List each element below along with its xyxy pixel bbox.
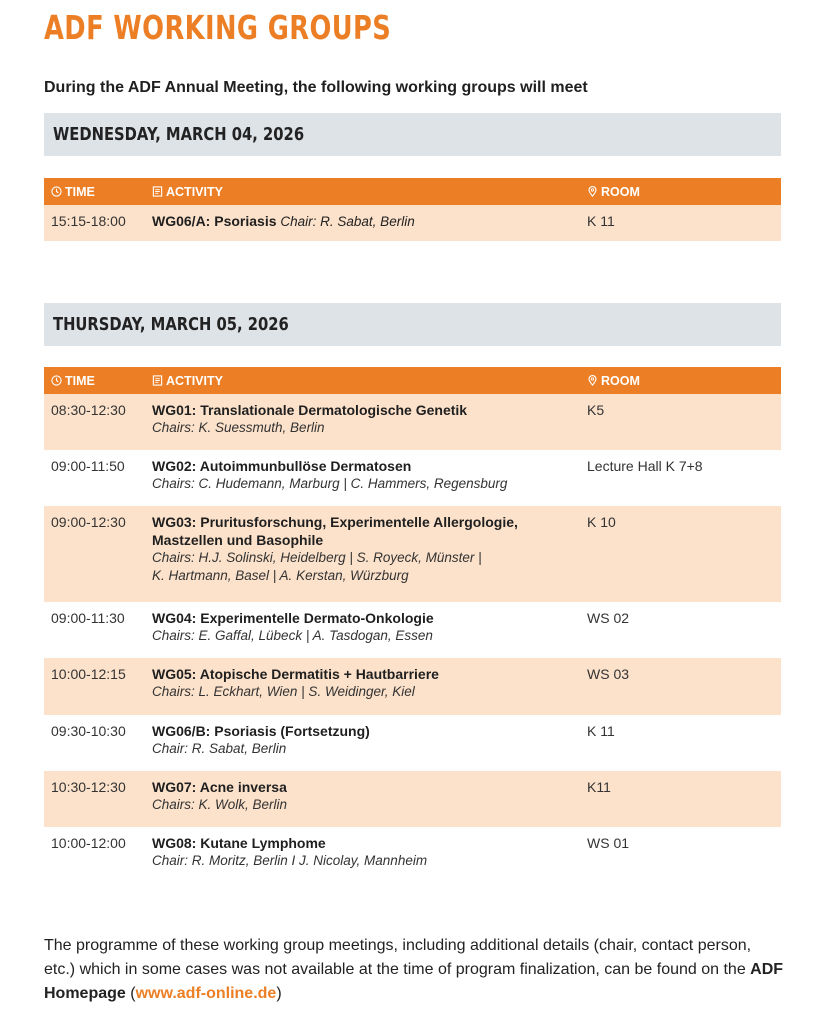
footer-homepage-label: ADF Homepage [44, 961, 784, 1002]
day-banner [44, 113, 781, 156]
header-activity-label: ACTIVITY [166, 184, 223, 199]
table-row [44, 771, 781, 827]
session-time: 10:00-12:00 [51, 835, 126, 851]
table-row [44, 715, 781, 771]
session-title: WG06/A: Psoriasis [152, 213, 277, 229]
session-activity [152, 401, 587, 437]
table-row [44, 506, 781, 602]
session-chair: Chairs: K. Suessmuth, Berlin [152, 420, 325, 435]
session-time: 09:00-12:30 [51, 514, 126, 530]
footer-text: The programme of these working group meetings, including additional details (chair, contact person, etc.) which in some cases was not available at the time of program finalization, can be found on the [44, 937, 752, 978]
header-time-label: TIME [65, 184, 95, 199]
clock-icon [51, 186, 62, 197]
location-pin-icon [587, 186, 598, 197]
session-chair: Chairs: K. Wolk, Berlin [152, 797, 288, 812]
session-activity [152, 513, 587, 585]
day-banner [44, 303, 781, 346]
session-chair: Chair: R. Sabat, Berlin [152, 741, 287, 756]
session-activity [152, 457, 587, 493]
table-row [44, 827, 781, 883]
session-time: 09:00-11:50 [51, 458, 125, 474]
footer-note [44, 934, 784, 1006]
session-time: 10:00-12:15 [51, 666, 126, 682]
session-time: 10:30-12:30 [51, 779, 126, 795]
day-section-thursday [44, 303, 781, 883]
session-time: 09:30-10:30 [51, 723, 126, 739]
session-title: WG06/B: Psoriasis (Fortsetzung) [152, 723, 370, 739]
session-activity [152, 609, 587, 645]
day-label: THURSDAY, MARCH 05, 2026 [53, 314, 289, 335]
session-activity [152, 834, 587, 870]
session-activity [152, 212, 587, 230]
session-room: WS 03 [587, 666, 630, 682]
session-activity [152, 778, 587, 814]
header-room [587, 374, 781, 388]
clock-icon [51, 375, 62, 386]
session-chair: Chairs: C. Hudemann, Marburg | C. Hammers, Regensburg [152, 476, 508, 491]
session-room: K 10 [587, 514, 616, 530]
header-time [44, 185, 152, 199]
header-room [587, 185, 781, 199]
table-row [44, 602, 781, 658]
session-room: K 11 [587, 723, 615, 739]
session-room: WS 01 [587, 835, 630, 851]
session-chair: Chair: R. Moritz, Berlin I J. Nicolay, Mannheim [152, 853, 428, 868]
page-title: ADF WORKING GROUPS [44, 8, 392, 47]
session-time: 08:30-12:30 [51, 402, 126, 418]
session-chair: K. Hartmann, Basel | A. Kerstan, Würzburg [152, 568, 409, 583]
session-title: WG04: Experimentelle Dermato-Onkologie [152, 610, 434, 626]
page [44, 0, 781, 868]
session-room: K11 [587, 779, 611, 795]
document-icon [152, 186, 163, 197]
footer-paren-close: ) [276, 985, 282, 1002]
session-title: WG03: Pruritusforschung, Experimentelle Allergologie, Mastzellen und Basophile [152, 514, 518, 548]
session-time: 09:00-11:30 [51, 610, 125, 626]
session-title: WG01: Translationale Dermatologische Genetik [152, 402, 468, 418]
header-time [44, 374, 152, 388]
session-activity [152, 665, 587, 701]
table-row [44, 205, 781, 241]
session-activity [152, 722, 587, 758]
day-label: WEDNESDAY, MARCH 04, 2026 [53, 124, 305, 145]
session-chair: Chairs: L. Eckhart, Wien | S. Weidinger, Kiel [152, 684, 415, 699]
session-chair: Chairs: E. Gaffal, Lübeck | A. Tasdogan, Essen [152, 628, 433, 643]
intro-text: During the ADF Annual Meeting, the following working groups will meet [44, 79, 588, 96]
header-room-label: ROOM [601, 373, 640, 388]
header-activity [152, 374, 587, 388]
session-title: WG08: Kutane Lymphome [152, 835, 326, 851]
header-room-label: ROOM [601, 184, 640, 199]
schedule-table [44, 367, 781, 883]
table-header [44, 178, 781, 205]
header-activity [152, 185, 587, 199]
header-time-label: TIME [65, 373, 95, 388]
homepage-link[interactable]: www.adf-online.de [135, 985, 277, 1002]
table-row [44, 394, 781, 450]
session-room: K 11 [587, 213, 615, 229]
table-header [44, 367, 781, 394]
schedule-table [44, 178, 781, 241]
day-section-wednesday [44, 113, 781, 241]
footer-paren-open: ( [125, 985, 136, 1002]
session-chair: Chairs: H.J. Solinski, Heidelberg | S. Royeck, Münster | [152, 550, 482, 565]
session-room: K5 [587, 402, 605, 418]
session-title: WG02: Autoimmunbullöse Dermatosen [152, 458, 412, 474]
location-pin-icon [587, 375, 598, 386]
session-title: WG05: Atopische Dermatitis + Hautbarriere [152, 666, 439, 682]
header-activity-label: ACTIVITY [166, 373, 223, 388]
table-row [44, 450, 781, 506]
session-chair: Chair: R. Sabat, Berlin [280, 214, 415, 229]
session-room: WS 02 [587, 610, 630, 626]
session-time: 15:15-18:00 [51, 213, 126, 229]
session-title: WG07: Acne inversa [152, 779, 287, 795]
table-row [44, 658, 781, 715]
document-icon [152, 375, 163, 386]
session-room: Lecture Hall K 7+8 [587, 458, 703, 474]
